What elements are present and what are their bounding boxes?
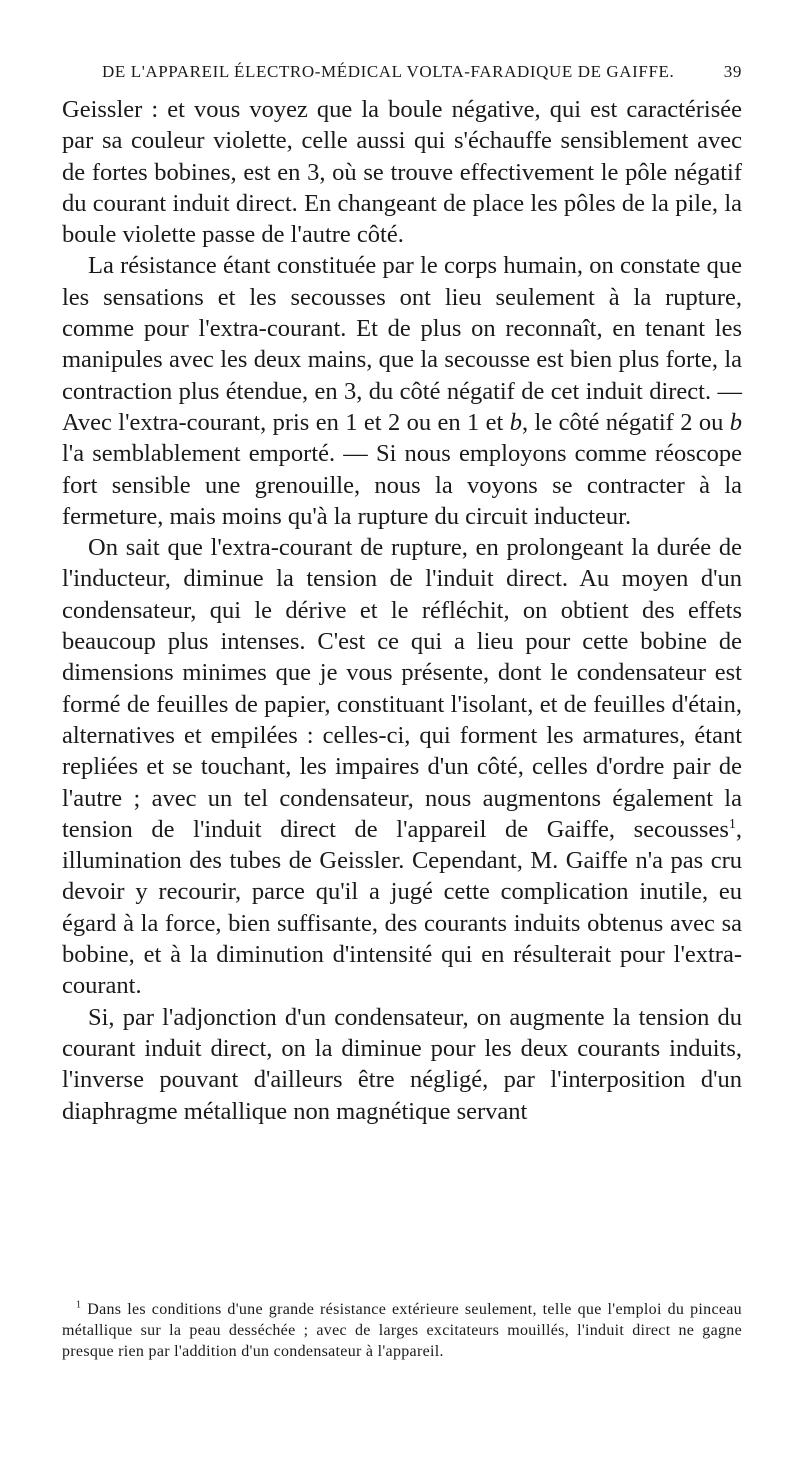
paragraph-2-italic-b-2: b [729,408,742,436]
paragraph-3 [62,532,742,1001]
running-head-title: DE L'APPAREIL ÉLECTRO-MÉDICAL VOLTA-FARADIQUE DE GAIFFE. [102,62,675,81]
footnotes [62,1299,742,1362]
footnote-reference: 1 [728,816,736,832]
footnote-marker: 1 [76,1299,82,1311]
paragraph-2 [62,250,742,532]
running-head [62,62,742,86]
footnote-1 [62,1299,742,1362]
paragraph-3-text-a: On sait que l'extra-courant de rupture, en prolongeant la durée de l'inducteur, diminue la tension de l'induit direct. Au moyen d'un condensateur, qui le dérive et le réfléchit, on obtient des effets beaucoup plus intenses. C'est ce qui a lieu pour cette bobine de dimensions minimes que je vous présente, dont le condensateur est formé de feuilles de papier, constituant l'isolant, et de feuilles d'étain, alternatives et empilées : celles-ci, qui forment les armatures, étant repliées et se touchant, les impaires d'un côté, celles d'ordre pair de l'autre ; avec un tel condensateur, nous augmentons également la tension de l'induit direct de l'appareil de Gaiffe, secousses [62,534,742,843]
paragraph-1: Geissler : et vous voyez que la boule négative, qui est caractérisée par sa couleur violette, celle aussi qui s'échauffe sensiblement avec de fortes bobines, est en 3, où se trouve effectivement le pôle négatif du courant induit direct. En changeant de place les pôles de la pile, la boule violette passe de l'autre côté. [62,96,742,249]
paragraph-2-italic-b-1: b [509,408,522,436]
body-text [62,94,742,1127]
paragraph-2-text-e: l'a semblablement emporté. — Si nous employons comme réoscope fort sensible une grenouille, nous la voyons se contracter à la fermeture, mais moins qu'à la rupture du circuit inducteur. [62,440,742,530]
footnote-1-text: Dans les conditions d'une grande résistance extérieure seulement, telle que l'emploi du pinceau métallique sur la peau desséchée ; avec de larges excitateurs mouillés, l'induit direct ne gagne presque rien par l'addition d'un condensateur à l'appareil. [62,1301,742,1360]
paragraph-3-text-b: , illumination des tubes de Geissler. Cependant, M. Gaiffe n'a pas cru devoir y recourir, parce qu'il a jugé cette complication inutile, eu égard à la force, bien suffisante, des courants induits obtenus avec sa bobine, et à la diminution d'intensité qui en résulterait pour l'extra-courant. [62,815,742,1000]
paragraph-4: Si, par l'adjonction d'un condensateur, on augmente la tension du courant induit direct, on la diminue pour les deux courants induits, l'inverse pouvant d'ailleurs être négligé, par l'interposition d'un diaphragme métallique non magnétique servant [62,1003,742,1125]
paragraph-2-text-c: , le côté négatif 2 ou [522,408,730,436]
page-number: 39 [723,62,742,81]
paragraph-2-text-a: La résistance étant constituée par le corps humain, on constate que les sensations et les secousses ont lieu seulement à la rupture, comme pour l'extra-courant. Et de plus on reconnaît, en tenant les manipules avec les deux mains, que la secousse est bien plus forte, la contraction plus étendue, en 3, du côté négatif de cet induit direct. — Avec l'extra-courant, pris en 1 et 2 ou en 1 et [62,252,742,436]
